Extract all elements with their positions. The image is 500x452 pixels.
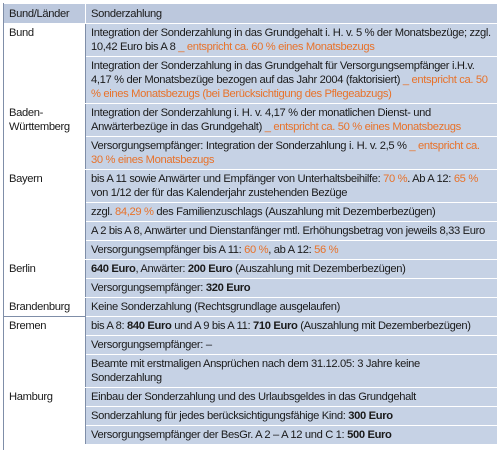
sonderzahlung-table <box>3 3 498 445</box>
text: , Anwärter: <box>135 263 188 275</box>
text: Versorgungsempfänger: <box>91 282 206 294</box>
land-berlin: Berlin <box>4 260 86 298</box>
land-brandenburg: Brandenburg <box>4 298 86 317</box>
text: und A 9 bis A 11: <box>171 320 253 332</box>
highlight-text: 60 % <box>244 244 269 256</box>
table-row <box>4 170 498 203</box>
cell-bayern-2 <box>86 203 498 222</box>
land-bayern: Bayern <box>4 170 86 260</box>
land-hamburg: Hamburg <box>4 388 86 445</box>
cell-bund-2 <box>86 57 498 104</box>
table-row <box>4 260 498 279</box>
cell-bund-1 <box>86 24 498 57</box>
text: bis A 11 sowie Anwärter und Empfänger von Unterhaltsbeihilfe: <box>91 173 384 185</box>
highlight-text: _ entspricht ca. 30 % eines Monatsbezugs <box>91 140 480 166</box>
cell-hamburg-1: Einbau der Sonderzahlung und des Urlaubsgeldes in das Grundgehalt <box>86 388 498 407</box>
highlight-text: 65 % <box>453 173 478 185</box>
text: Versorgungsempfänger der BesGr. A 2 – A 12 und C 1: <box>91 429 348 441</box>
table-row <box>4 24 498 57</box>
text: , ab A 12: <box>268 244 315 256</box>
amount: 840 Euro <box>127 320 172 332</box>
cell-bremen-3: Beamte mit erstmaligen Ansprüchen nach dem 31.12.05: 3 Jahre keine Sonderzahlung <box>86 355 498 388</box>
text: Versorgungsempfänger bis A 11: <box>91 244 245 256</box>
cell-bayern-3: A 2 bis A 8, Anwärter und Dienstanfänger mtl. Erhöhungsbetrag von jeweils 8,33 Euro <box>86 222 498 241</box>
text: Sonderzahlung für jedes berücksichtigungsfähige Kind: <box>91 410 349 422</box>
text: von 1/12 der für das Kalenderjahr zustehenden Bezüge <box>91 187 348 199</box>
text: zzgl. <box>91 206 116 218</box>
cell-bw-1 <box>86 104 498 137</box>
amount: 640 Euro <box>91 263 136 275</box>
highlight-text: _ entspricht ca. 50 % eines Monatsbezugs <box>264 121 461 133</box>
cell-brandenburg-1: Keine Sonderzahlung (Rechtsgrundlage ausgelaufen) <box>86 298 498 317</box>
header-land: Bund/Länder <box>4 4 86 24</box>
amount: 320 Euro <box>205 282 251 294</box>
text: bis A 8: <box>91 320 128 332</box>
text: Versorgungsempfänger: Integration der Sonderzahlung i. H. v. 2,5 % <box>91 140 410 152</box>
highlight-text: _ entspricht ca. 60 % eines Monatsbezugs <box>178 41 375 53</box>
text: (Auszahlung mit Dezemberbezügen) <box>232 263 406 275</box>
header-row <box>4 4 498 24</box>
cell-berlin-2 <box>86 279 498 298</box>
text: . Ab A 12: <box>407 173 454 185</box>
land-baden-wuerttemberg: Baden-Württemberg <box>4 104 86 170</box>
cell-bayern-4 <box>86 241 498 260</box>
cell-berlin-1 <box>86 260 498 279</box>
cell-bremen-1 <box>86 317 498 336</box>
text: Integration der Sonderzahlung i. H. v. 4,17 % der monatlichen Dienst- und Anwärterbezüge in das Grundgehalt) <box>91 107 431 133</box>
amount: 710 Euro <box>253 320 298 332</box>
text: (Auszahlung mit Dezemberbezügen) <box>297 320 471 332</box>
table-row <box>4 104 498 137</box>
table-row <box>4 317 498 336</box>
header-sonderzahlung: Sonderzahlung <box>86 4 498 24</box>
text: des Familienzuschlags (Auszahlung mit Dezemberbezügen) <box>153 206 436 218</box>
land-bremen: Bremen <box>4 317 86 388</box>
cell-bremen-2: Versorgungsempfänger: – <box>86 336 498 355</box>
cell-hamburg-3 <box>86 426 498 445</box>
land-bund: Bund <box>4 24 86 104</box>
table-row <box>4 298 498 317</box>
cell-bayern-1 <box>86 170 498 203</box>
highlight-text: 70 % <box>383 173 408 185</box>
highlight-text: 56 % <box>314 244 339 256</box>
highlight-text: 84,29 % <box>115 206 154 218</box>
text: Integration der Sonderzahlung in das Grundgehalt für Versorgungsempfänger i.H.v. 4,17 % der Monatsbezüge bezogen auf das Jahr 2004 (faktorisiert) <box>91 60 475 86</box>
amount: 200 Euro <box>187 263 233 275</box>
amount: 500 Euro <box>347 429 392 441</box>
cell-hamburg-2 <box>86 407 498 426</box>
highlight-text: _ entspricht ca. 50 % eines Monatsbezugs (bei Berücksichtigung des Pflegeabzugs) <box>91 74 488 100</box>
table-left-rule <box>3 3 4 450</box>
amount: 300 Euro <box>348 410 393 422</box>
text: Integration der Sonderzahlung in das Grundgehalt i. H. v. 5 % der Monatsbezüge; zzgl. 10,42 Euro bis A 8 <box>91 27 491 53</box>
cell-bw-2 <box>86 137 498 170</box>
table-row <box>4 388 498 407</box>
